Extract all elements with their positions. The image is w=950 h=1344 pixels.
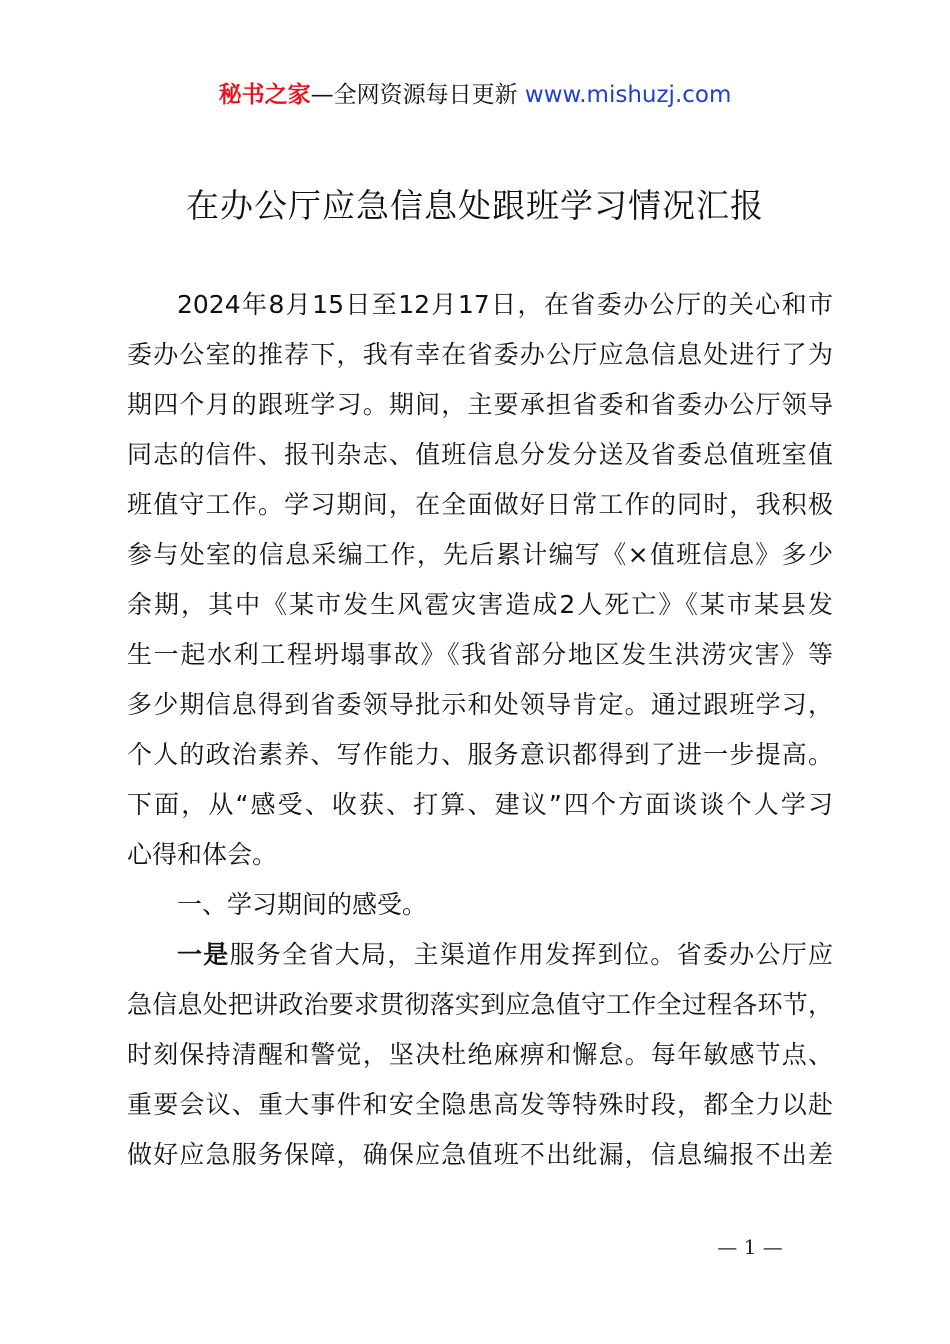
text-line: 个人的政治素养、写作能力、服务意识都得到了进一步提高。 xyxy=(127,740,833,769)
text-line: 同志的信件、报刊杂志、值班信息分发分送及省委总值班室值 xyxy=(127,440,833,469)
point-text: 服务全省大局，主渠道作用发挥到位。省委办公厅应 xyxy=(229,940,833,969)
site-header xyxy=(0,78,950,112)
text-line: 做好应急服务保障，确保应急值班不出纰漏，信息编报不出差 xyxy=(127,1140,833,1169)
text-line: 余期，其中《某市发生风雹灾害造成2人死亡》《某市某县发 xyxy=(127,590,833,619)
page-number: — 1 — xyxy=(717,1235,783,1259)
document-title: 在办公厅应急信息处跟班学习情况汇报 xyxy=(186,186,764,225)
paragraph-intro xyxy=(127,280,833,880)
text-line: 重要会议、重大事件和安全隐患高发等特殊时段，都全力以赴 xyxy=(127,1090,833,1119)
text-line: 班值守工作。学习期间，在全面做好日常工作的同时，我积极 xyxy=(127,490,833,519)
site-tagline: —全网资源每日更新 xyxy=(310,82,525,108)
text-line: 时刻保持清醒和警觉，坚决杜绝麻痹和懈怠。每年敏感节点、 xyxy=(127,1040,833,1069)
text-line: 2024年8月15日至12月17日，在省委办公厅的关心和市 xyxy=(177,290,833,319)
site-url-link[interactable]: www.mishuzj.com xyxy=(524,82,732,108)
document-body xyxy=(127,280,833,1180)
text-line: 生一起水利工程坍塌事故》《我省部分地区发生洪涝灾害》等 xyxy=(127,640,833,669)
text-line: 心得和体会。 xyxy=(127,840,278,869)
text-line: 期四个月的跟班学习。期间，主要承担省委和省委办公厅领导 xyxy=(127,390,833,419)
text-line: 参与处室的信息采编工作，先后累计编写《×值班信息》多少 xyxy=(127,540,833,569)
text-line: 多少期信息得到省委领导批示和处领导肯定。通过跟班学习， xyxy=(127,690,833,719)
point-lead: 一是 xyxy=(177,940,230,969)
text-line: 委办公室的推荐下，我有幸在省委办公厅应急信息处进行了为 xyxy=(127,340,833,369)
site-brand: 秘书之家 xyxy=(218,82,311,108)
section-heading: 一、学习期间的感受。 xyxy=(177,890,428,919)
text-line: 急信息处把讲政治要求贯彻落实到应急值守工作全过程各环节， xyxy=(127,990,833,1019)
text-line xyxy=(127,930,833,980)
paragraph-point-1 xyxy=(127,930,833,1180)
text-line: 下面，从“感受、收获、打算、建议”四个方面谈谈个人学习 xyxy=(127,790,833,819)
